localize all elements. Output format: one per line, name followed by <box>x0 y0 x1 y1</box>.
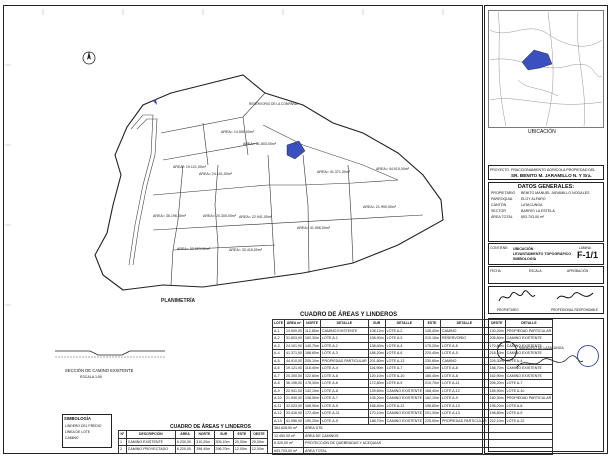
table-cell: 12,00m <box>233 446 250 454</box>
table-cell: 206,20m <box>489 381 504 386</box>
table-cell: A-12 <box>273 410 285 418</box>
table-cell: LOTE A-4 <box>385 342 423 350</box>
table-cell: CAMINO EXISTENTE <box>126 438 175 446</box>
table-cell: 31.803,00 <box>286 336 303 341</box>
table-cell: LOTE A-4 <box>505 357 553 365</box>
plot-label-A-11: AREA= 32.023,00m² <box>177 247 211 251</box>
general-data-row <box>491 214 603 220</box>
table-cell: 190,20m <box>305 418 320 423</box>
small-table-title: CUADRO DE ÁREAS Y LINDEROS <box>170 424 251 430</box>
table-cell: LOTE A-11 <box>441 380 489 388</box>
plot-label-A-3: AREA= 24.101,00m² <box>199 172 233 176</box>
table-cell: 108,12m <box>369 328 384 333</box>
table-cell: 162,10m <box>425 396 439 401</box>
table-cell: 172,40m <box>305 411 320 416</box>
table-cell: LOTE A-5 <box>321 402 369 410</box>
table-cell: 138,50m <box>305 396 320 401</box>
project-value: FRACCIONAMIENTO AGRÍCOLA PROPIEDAD DEL <box>511 168 596 172</box>
totals-label: ÁREA ÚTIL <box>304 425 553 433</box>
table-cell: LOTE A-8 <box>321 387 369 395</box>
table-cell: 222,10m <box>489 418 504 423</box>
table-cell: A-6 <box>273 365 285 373</box>
table-cell: 32.023,00 <box>286 403 303 408</box>
table-cell: 220,40m <box>425 351 439 356</box>
small-table-header: N° <box>120 432 125 437</box>
approval-label: APROBACIÓN <box>567 269 589 273</box>
table-cell: 230,60m <box>425 358 439 363</box>
table-cell: CAMINO EXISTENTE <box>386 388 422 393</box>
table-cell: PROPIEDAD PARTICULAR <box>322 358 367 363</box>
table-cell: 226,30m <box>489 358 504 363</box>
table-cell: 41.956,00 <box>286 418 303 423</box>
areas-table-header: ESTE <box>424 320 441 328</box>
table-cell: LOTE A-5 <box>441 342 489 350</box>
north-arrow-icon <box>83 51 95 64</box>
small-table-header: DESCRIPCIÓN <box>126 431 175 439</box>
table-cell: CAMINO PROYECTADO <box>126 446 175 454</box>
table-cell: A-8 <box>273 380 285 388</box>
general-data-key: CANTÓN <box>491 203 507 207</box>
table-cell: LOTE A-7 <box>385 365 423 373</box>
table-cell: 162,30m <box>305 336 320 341</box>
table-cell: 198,60m <box>425 403 439 408</box>
areas-table-header: OESTE <box>488 320 505 328</box>
table-cell: LOTE A-6 <box>321 372 369 380</box>
table-cell: 170,80m <box>489 343 504 348</box>
approval-area <box>488 318 604 452</box>
general-data-box <box>488 182 604 242</box>
table-cell: 218,10m <box>489 351 504 356</box>
plot-label-A-12: AREA= 33.416,00m² <box>229 248 263 252</box>
totals-label: ÁREA TOTAL <box>304 447 553 455</box>
plot-label-A-9: AREA= 22.941,00m² <box>239 215 273 219</box>
table-cell: CAMINO EXISTENTE <box>505 350 553 358</box>
signature-icon <box>497 289 537 305</box>
general-data-value: LATACUNGA <box>521 203 543 207</box>
plot-label-A-13: AREA= 41.956,00m² <box>297 226 331 230</box>
table-cell: LOTE A-2 <box>321 342 369 350</box>
location-label: UBICACIÓN <box>528 129 556 135</box>
table-cell: 2 <box>119 446 127 454</box>
plot-label-A-7: AREA= 20.300,00m² <box>203 214 237 218</box>
table-cell: RESERVORIO <box>441 335 489 343</box>
contents-box <box>488 243 604 265</box>
table-cell: LOTE A-3 <box>385 335 423 343</box>
table-cell: LOTE A-8 <box>505 402 553 410</box>
table-cell: 165,90m <box>489 388 504 393</box>
project-box <box>488 165 604 180</box>
small-table-header: ÁREA <box>175 431 194 439</box>
table-cell: LOTE A-6 <box>321 380 369 388</box>
section-title: SECCIÓN DE CAMINO EXISTENTE <box>65 368 134 373</box>
general-data-key: PROPIETARIO <box>491 191 516 195</box>
table-cell: A-13 <box>273 417 285 425</box>
table-cell: 201,30m <box>425 411 439 416</box>
date-box <box>488 266 604 284</box>
general-data-value: BARRIO LA ESTELA <box>521 209 555 213</box>
plot-label-A-1: AREA= 14.500,00m² <box>221 130 255 134</box>
table-cell: 166,40m <box>369 403 384 408</box>
table-cell: LOTE A-12 <box>441 387 489 395</box>
table-cell: 160,20m <box>425 366 439 371</box>
table-cell: 6.220,00 <box>175 446 194 454</box>
reservoir-label: RESERVORIO DE LA COMPANIA <box>249 102 298 106</box>
table-cell: 138,40m <box>369 343 384 348</box>
table-cell: 122,60m <box>305 373 320 378</box>
table-cell: 210,70m <box>425 381 439 386</box>
table-cell: LOTE A-9 <box>505 410 553 418</box>
table-cell: LOTE A-5 <box>441 350 489 358</box>
contents-item: SIMBOLOGÍA <box>513 257 537 261</box>
table-cell: 305,10m <box>214 438 233 446</box>
table-cell: 22.941,00 <box>286 388 303 393</box>
table-cell: PROPIEDAD PARTICULAR <box>506 328 552 333</box>
table-cell: PROPIEDAD PARTICULAR <box>506 396 552 401</box>
scale-label: ESCALA <box>529 269 542 273</box>
areas-table-header: DETALLE <box>385 320 423 328</box>
table-cell: CAMINO <box>441 327 489 335</box>
property-boundary <box>95 75 443 290</box>
table-cell: 195,20m <box>489 403 504 408</box>
areas-table-header: SUR <box>368 320 385 328</box>
planimetry-title: PLANIMETRÍA <box>161 298 196 304</box>
general-data-key: PARROQUIA <box>491 197 513 201</box>
table-cell: 44.910,00 <box>286 358 303 363</box>
table-cell: 201,80m <box>369 358 384 363</box>
legend-item: CAMINO <box>65 436 79 440</box>
signature-icon <box>515 353 585 373</box>
table-cell: LOTE A-12 <box>505 417 553 425</box>
table-cell: A-9 <box>273 387 285 395</box>
small-table-header: NORTE <box>195 431 214 439</box>
table-cell: 310,20m <box>195 438 214 446</box>
table-cell: 112,85m <box>305 328 319 333</box>
table-cell: LOTE A-8 <box>441 372 489 380</box>
small-table-header: ESTE <box>233 431 250 439</box>
small-table-header: SUR <box>214 431 233 439</box>
municipal-seal-icon <box>497 341 517 361</box>
totals-label: PROTECCIÓN DE QUEBRADAS Y ACEQUIAS <box>304 440 553 448</box>
table-cell: 1 <box>119 438 127 446</box>
table-cell: CAMINO EXISTENTE <box>386 411 422 416</box>
plot-label-A-8: AREA= 36.196,00m² <box>153 214 187 218</box>
table-cell: LOTE A-10 <box>385 372 423 380</box>
sheet-number: F-1/1 <box>577 250 599 260</box>
table-cell: 296,70m <box>214 446 233 454</box>
table-cell: 158,90m <box>369 336 384 341</box>
table-cell: 6.230,00 <box>175 438 194 446</box>
table-cell: LOTE A-3 <box>321 350 369 358</box>
plot-label-A-6: AREA= 19.121,00m² <box>173 165 207 169</box>
table-cell: 142,10m <box>305 388 320 393</box>
areas-table-title: CUADRO DE ÁREAS Y LINDEROS <box>300 312 398 318</box>
table-cell: 14.500,00 <box>286 328 303 333</box>
plot-label-A-4: AREA= 41.371,00m² <box>317 170 351 174</box>
areas-table-header: LOTE <box>274 321 284 326</box>
table-cell: 186,20m <box>369 351 384 356</box>
table-cell: LOTE A-4 <box>321 365 369 373</box>
section-scale: ESCALA 1:50 <box>80 375 102 379</box>
table-cell: LOTE A-5 <box>321 417 369 425</box>
table-cell: LOTE A-10 <box>505 387 553 395</box>
table-cell: 33.416,00 <box>286 411 303 416</box>
table-cell: 120,10m <box>369 373 384 378</box>
table-cell: A-11 <box>273 402 285 410</box>
table-cell: 225,50m <box>425 418 439 423</box>
table-cell: LOTE A-7 <box>505 380 553 388</box>
areas-table-header: DETALLE <box>505 320 553 328</box>
general-data-key: SECTOR <box>491 209 506 213</box>
table-cell: 162,90m <box>489 373 504 378</box>
table-cell: LOTE A-9 <box>441 395 489 403</box>
table-cell: A-4 <box>273 350 285 358</box>
table-cell: 12,00m <box>250 446 267 454</box>
table-cell: 205,10m <box>305 358 320 363</box>
table-cell: A-1 <box>273 327 285 335</box>
table-cell: 116,90m <box>369 366 384 371</box>
general-data-key: ÁREA TOTAL <box>491 215 513 219</box>
table-cell: 198,80m <box>489 411 504 416</box>
table-cell: 188,60m <box>305 351 320 356</box>
table-cell: A-2 <box>273 335 285 343</box>
parcel-map <box>3 5 483 317</box>
table-cell: LOTE A-7 <box>321 395 369 403</box>
table-cell: CAMINO EXISTENTE <box>321 327 369 335</box>
seal-text: MUNICIPIO DE LATACUNGA <box>519 346 564 350</box>
owner-value: SR. BENITO M. JARAMILLO N. Y Sra. <box>511 173 592 178</box>
table-cell: CAMINO EXISTENTE <box>386 418 422 423</box>
table-cell: 130,20m <box>489 328 504 333</box>
table-cell: CAMINO EXISTENTE <box>505 372 553 380</box>
table-cell: 170,10m <box>369 411 384 416</box>
plot-label-A-2: AREA= 31.803,00m² <box>243 142 277 146</box>
table-cell: 168,40m <box>425 388 439 393</box>
contents-item: UBICACIÓN <box>513 247 534 251</box>
table-cell: CAMINO EXISTENTE <box>505 335 553 343</box>
table-cell: 41.371,00 <box>286 351 303 356</box>
table-cell: 168,90m <box>305 403 320 408</box>
totals-value: 384.628,00 m² <box>273 425 304 433</box>
table-cell: 36.196,00 <box>286 381 303 386</box>
legend-item: LÍNEA DE LOTE <box>65 430 91 434</box>
table-cell: 19.121,00 <box>286 366 303 371</box>
table-cell: 139,60m <box>369 388 384 393</box>
reservoir <box>287 141 305 159</box>
table-cell: A-3 <box>273 342 285 350</box>
plot-label-A-5: AREA= 44.910,00m² <box>376 167 410 171</box>
table-cell: LOTE A-11 <box>321 410 369 418</box>
general-data-title: DATOS GENERALES: <box>517 184 575 190</box>
signature-professional: PROFESIONAL RESPONSABLE <box>551 308 599 312</box>
table-cell: 20.300,00 <box>286 373 303 378</box>
signature-box <box>488 286 604 314</box>
table-cell: LOTE A-13 <box>441 402 489 410</box>
date-label: FECHA <box>490 269 501 273</box>
table-cell: 205,60m <box>489 336 504 341</box>
legend-title: SIMBOLOGÍA <box>64 416 91 421</box>
table-cell: LOTE A-8 <box>441 365 489 373</box>
legend-item: LINDERO DEL PREDIO <box>65 424 102 428</box>
totals-value: 12.450,00 m² <box>273 432 304 440</box>
table-cell: CAMINO <box>441 357 489 365</box>
table-cell: 158,70m <box>489 366 504 371</box>
table-cell: CAMINO EXISTENTE <box>505 342 553 350</box>
areas-table-header: NORTE <box>304 320 321 328</box>
table-cell: 210,15m <box>425 336 439 341</box>
table-cell: LOTE A-2 <box>385 327 423 335</box>
table-cell: CAMINO EXISTENTE <box>505 365 553 373</box>
table-cell: LOTE A-13 <box>385 357 423 365</box>
contents-item: LEVANTAMIENTO TOPOGRÁFICO <box>513 252 572 256</box>
small-table-header: OESTE <box>250 431 267 439</box>
table-cell: LOTE A-1 <box>321 335 369 343</box>
table-cell: 160,30m <box>489 396 504 401</box>
table-cell: 118,40m <box>305 366 319 371</box>
table-cell: 298,40m <box>195 446 214 454</box>
totals-label: ÁREA DE CAMINOS <box>304 432 553 440</box>
table-cell: 140,70m <box>305 343 320 348</box>
sheet-label: LÁMINA <box>579 246 591 250</box>
table-row <box>119 438 268 446</box>
table-cell: 24.101,00 <box>286 343 303 348</box>
areas-table-header: ÁREA m² <box>285 320 304 328</box>
project-label: PROYECTO <box>490 168 509 172</box>
plot-label-A-10: AREA= 21.990,00m² <box>363 205 397 209</box>
table-cell: A-5 <box>273 357 285 365</box>
signature-icon <box>555 289 595 305</box>
table-cell: 128,40m <box>425 328 439 333</box>
areas-table-header: DETALLE <box>441 320 489 328</box>
table-cell: 135,20m <box>369 396 384 401</box>
table-cell: 176,30m <box>305 381 320 386</box>
table-cell: CAMINO EXISTENTE <box>386 396 422 401</box>
table-cell: LOTE A-9 <box>385 380 423 388</box>
contents-label: CONTIENE: <box>490 246 509 250</box>
table-cell: A-7 <box>273 372 285 380</box>
table-cell: LOTE A-6 <box>385 350 423 358</box>
table-cell: 172,80m <box>369 381 384 386</box>
general-data-value: BENITO MANUEL JARAMILLO NOGALES <box>521 191 590 195</box>
table-cell: 21.990,00 <box>286 396 303 401</box>
general-data-value: 653.703,00 m² <box>521 215 545 219</box>
table-cell: PROPIEDAD PARTICULAR <box>442 418 487 423</box>
table-cell: 20,00m <box>250 438 267 446</box>
table-cell: 20,00m <box>233 438 250 446</box>
table-cell: A-10 <box>273 395 285 403</box>
legend-box <box>62 414 112 448</box>
table-cell: LOTE A-13 <box>441 410 489 418</box>
totals-value: 653.703,00 m² <box>273 447 304 455</box>
location-map <box>488 10 604 128</box>
table-cell: 165,40m <box>425 373 439 378</box>
table-cell: LOTE A-12 <box>385 402 423 410</box>
general-data-value: ELOY ALFARO <box>521 197 546 201</box>
small-areas-table <box>118 430 268 454</box>
table-row <box>119 446 268 454</box>
signature-owner: PROPIETARIO <box>497 308 519 312</box>
totals-value: 8.320,00 m² <box>273 440 304 448</box>
table-cell: 188,70m <box>369 418 384 423</box>
table-cell: 175,20m <box>425 343 439 348</box>
areas-table-header: DETALLE <box>321 320 369 328</box>
